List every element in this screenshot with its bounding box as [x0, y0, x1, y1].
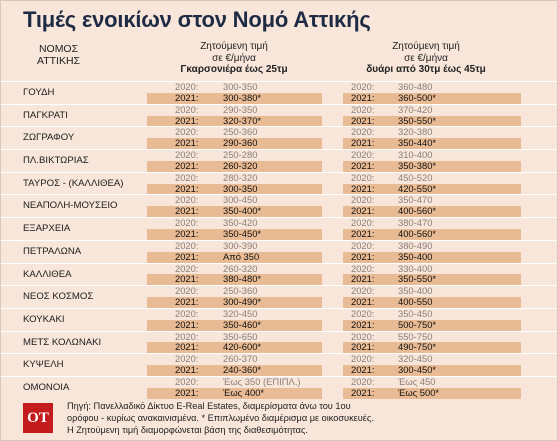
table-row	[1, 104, 557, 127]
row-2020	[1, 218, 557, 229]
year-label: 2021:	[175, 318, 199, 330]
studio-price-2021: Από 350	[223, 250, 260, 262]
year-label: 2021:	[351, 227, 375, 239]
area-name: ΝΕΑΠΟΛΗ-ΜΟΥΣΕΙΟ	[23, 200, 118, 212]
year-label: 2020:	[351, 171, 375, 183]
two-room-price-2021: 500-750*	[398, 318, 437, 330]
area-name: ΕΞΑΡΧΕΙΑ	[23, 223, 71, 235]
area-name: ΚΟΥΚΑΚΙ	[23, 313, 65, 325]
year-label: 2021:	[351, 159, 375, 171]
area-name: ΖΩΓΡΑΦΟΥ	[23, 132, 75, 144]
area-name: ΠΛ.ΒΙΚΤΩΡΙΑΣ	[23, 155, 89, 167]
two-room-price-2020: 370-420	[398, 103, 433, 115]
year-label: 2021:	[351, 114, 375, 126]
two-room-price-2020: 320-450	[398, 353, 433, 365]
row-2021	[1, 138, 557, 149]
row-2021	[1, 93, 557, 104]
year-label: 2020:	[351, 307, 375, 319]
year-label: 2021:	[351, 137, 375, 149]
year-label: 2021:	[175, 159, 199, 171]
year-label: 2020:	[351, 103, 375, 115]
studio-price-2020: 300-450	[223, 194, 258, 206]
year-label: 2021:	[351, 91, 375, 103]
year-label: 2020:	[351, 81, 375, 92]
source-note	[67, 400, 374, 436]
table-row	[1, 331, 557, 354]
year-label: 2020:	[351, 126, 375, 138]
two-room-header-line3: δυάρι από 30τμ έως 45τμ	[366, 64, 486, 75]
studio-price-2021: 260-320	[223, 159, 258, 171]
source-note-line2: ορόφου - κυρίως ανακαινισμένα. * Επιπλωμένο διαμέρισμα με οικοσυκευές.	[67, 413, 374, 423]
footer	[1, 398, 557, 440]
area-name: ΓΟΥΔΗ	[23, 87, 55, 98]
area-name: ΝΕΟΣ ΚΟΣΜΟΣ	[23, 291, 94, 303]
studio-price-2021: 350-460*	[223, 318, 262, 330]
studio-price-2020: 260-370	[223, 353, 258, 365]
studio-price-2020: 320-450	[223, 307, 258, 319]
year-label: 2021:	[175, 91, 199, 103]
two-room-price-2021: 350-550*	[398, 114, 437, 126]
ot-logo: ΟΤ	[23, 403, 53, 433]
row-2020	[1, 127, 557, 138]
year-label: 2020:	[175, 126, 199, 138]
year-label: 2021:	[175, 273, 199, 285]
area-name: ΤΑΥΡΟΣ - (ΚΑΛΛΙΘΕΑ)	[23, 177, 124, 189]
year-label: 2020:	[175, 330, 199, 342]
year-label: 2020:	[175, 285, 199, 297]
table-row	[1, 149, 557, 172]
studio-price-2020: 290-350	[223, 103, 258, 115]
two-room-column-header	[346, 41, 506, 76]
year-label: 2020:	[351, 285, 375, 297]
studio-column-header	[159, 41, 309, 76]
two-room-price-2020: 350-470	[398, 194, 433, 206]
row-2020	[1, 82, 557, 93]
two-room-price-2020: Έως 450	[398, 375, 436, 387]
year-label: 2021:	[351, 273, 375, 285]
two-room-price-2021: 490-750*	[398, 341, 437, 353]
table-row	[1, 376, 557, 399]
studio-price-2020: 250-360	[223, 126, 258, 138]
studio-price-2020: 260-320	[223, 262, 258, 274]
studio-price-2020: Έως 350 (ΕΠΙΠΛ.)	[223, 375, 301, 387]
two-room-price-2020: 350-450	[398, 307, 433, 319]
year-label: 2020:	[175, 353, 199, 365]
studio-price-2021: 240-360*	[223, 364, 262, 376]
area-name: ΠΕΤΡΑΛΩΝΑ	[23, 245, 82, 257]
row-2021	[1, 116, 557, 127]
two-room-price-2020: 310-400	[398, 149, 433, 161]
table-row	[1, 172, 557, 195]
studio-header-line1: Ζητούμενη τιμή	[200, 41, 268, 52]
year-label: 2020:	[175, 194, 199, 206]
year-label: 2020:	[351, 217, 375, 229]
row-2021	[1, 229, 557, 240]
two-room-price-2020: 380-490	[398, 239, 433, 251]
row-2020	[1, 309, 557, 320]
area-name: ΚΑΛΛΙΘΕΑ	[23, 268, 72, 280]
area-name: ΟΜΟΝΟΙΑ	[23, 381, 70, 393]
table-row	[1, 126, 557, 149]
year-label: 2020:	[175, 81, 199, 92]
studio-price-2021: 320-370*	[223, 114, 262, 126]
two-room-price-2021: 350-380*	[398, 159, 437, 171]
area-name: ΚΥΨΕΛΗ	[23, 359, 64, 371]
two-room-price-2020: 350-400	[398, 285, 433, 297]
year-label: 2021:	[175, 296, 199, 308]
studio-header-line2: σε €/μήνα	[212, 52, 256, 64]
two-room-price-2021: 400-560*	[398, 205, 437, 217]
two-room-price-2021: Έως 500*	[398, 386, 440, 398]
year-label: 2021:	[351, 318, 375, 330]
row-2021	[1, 365, 557, 376]
year-label: 2021:	[351, 364, 375, 376]
two-room-price-2021: 400-550	[398, 296, 433, 308]
table-row	[1, 81, 557, 104]
row-2021	[1, 252, 557, 263]
source-note-line3: Η Ζητούμενη τιμή διαμορφώνεται βάση της διαθεσιμότητας.	[67, 425, 308, 435]
row-2021	[1, 388, 557, 399]
studio-price-2021: 300-490*	[223, 296, 262, 308]
rent-table	[1, 81, 557, 399]
two-room-price-2020: 380-470	[398, 217, 433, 229]
studio-price-2021: 350-450*	[223, 227, 262, 239]
year-label: 2021:	[351, 182, 375, 194]
area-name: ΠΑΓΚΡΑΤΙ	[23, 109, 68, 121]
two-room-price-2020: 330-400	[398, 262, 433, 274]
year-label: 2020:	[175, 375, 199, 387]
studio-price-2020: 300-390	[223, 239, 258, 251]
two-room-price-2021: 420-550*	[398, 182, 437, 194]
table-row	[1, 240, 557, 263]
area-header-line1: ΝΟΜΟΣ	[38, 43, 79, 55]
year-label: 2020:	[351, 330, 375, 342]
year-label: 2021:	[175, 364, 199, 376]
year-label: 2021:	[175, 250, 199, 262]
two-room-price-2020: 450-520	[398, 171, 433, 183]
studio-price-2021: 290-360	[223, 137, 258, 149]
year-label: 2020:	[351, 353, 375, 365]
two-room-price-2021: 350-400	[398, 250, 433, 262]
two-room-price-2021: 350-440*	[398, 137, 437, 149]
area-header-line2: ΑΤΤΙΚΗΣ	[37, 55, 81, 67]
year-label: 2021:	[175, 182, 199, 194]
year-label: 2021:	[175, 227, 199, 239]
year-label: 2020:	[351, 375, 375, 387]
row-2020	[1, 264, 557, 275]
year-label: 2020:	[175, 262, 199, 274]
year-label: 2020:	[175, 149, 199, 161]
year-label: 2020:	[351, 149, 375, 161]
studio-price-2021: 420-600*	[223, 341, 262, 353]
studio-price-2020: 350-650	[223, 330, 258, 342]
table-row	[1, 194, 557, 217]
studio-price-2020: 250-360	[223, 285, 258, 297]
table-row	[1, 285, 557, 308]
two-room-price-2021: 350-550*	[398, 273, 437, 285]
two-room-price-2020: 550-750	[398, 330, 433, 342]
studio-price-2021: 350-400*	[223, 205, 262, 217]
year-label: 2020:	[351, 239, 375, 251]
two-room-header-line2: σε €/μήνα	[404, 52, 448, 64]
studio-price-2021: Έως 400*	[223, 386, 265, 398]
year-label: 2021:	[351, 250, 375, 262]
year-label: 2021:	[175, 114, 199, 126]
studio-header-line3: Γκαρσονιέρα έως 25τμ	[180, 64, 288, 75]
year-label: 2020:	[175, 171, 199, 183]
table-row	[1, 353, 557, 376]
year-label: 2020:	[175, 103, 199, 115]
year-label: 2021:	[351, 296, 375, 308]
row-2020	[1, 105, 557, 116]
table-row	[1, 217, 557, 240]
studio-price-2020: 250-280	[223, 149, 258, 161]
year-label: 2021:	[175, 205, 199, 217]
year-label: 2021:	[351, 205, 375, 217]
two-room-header-line1: Ζητούμενη τιμή	[392, 41, 460, 52]
table-row	[1, 263, 557, 286]
two-room-price-2020: 360-480	[398, 81, 433, 92]
two-room-price-2021: 400-560*	[398, 227, 437, 239]
two-room-price-2020: 320-380	[398, 126, 433, 138]
year-label: 2020:	[175, 239, 199, 251]
studio-price-2020: 300-350	[223, 81, 258, 92]
row-2020	[1, 241, 557, 252]
studio-price-2020: 350-420	[223, 217, 258, 229]
studio-price-2021: 300-350	[223, 182, 258, 194]
studio-price-2020: 280-320	[223, 171, 258, 183]
year-label: 2021:	[351, 386, 375, 398]
source-note-line1: Πηγή: Πανελλαδικό Δίκτυο E-Real Estates, διαμερίσματα άνω του 1ου	[67, 401, 351, 411]
year-label: 2021:	[351, 341, 375, 353]
studio-price-2021: 380-480*	[223, 273, 262, 285]
year-label: 2021:	[175, 341, 199, 353]
year-label: 2020:	[175, 217, 199, 229]
row-2021	[1, 320, 557, 331]
area-name: ΜΕΤΣ ΚΟΛΩΝΑΚΙ	[23, 336, 102, 348]
year-label: 2021:	[175, 137, 199, 149]
page-title: Τιμές ενοικίων στον Νομό Αττικής	[23, 7, 371, 32]
two-room-price-2021: 300-450*	[398, 364, 437, 376]
area-column-header	[37, 43, 80, 67]
row-2020	[1, 354, 557, 365]
year-label: 2020:	[351, 194, 375, 206]
row-2020	[1, 377, 557, 388]
studio-price-2021: 300-380*	[223, 91, 262, 103]
table-row	[1, 308, 557, 331]
year-label: 2020:	[351, 262, 375, 274]
year-label: 2021:	[175, 386, 199, 398]
year-label: 2020:	[175, 307, 199, 319]
two-room-price-2021: 360-500*	[398, 91, 437, 103]
table-header	[1, 37, 557, 83]
row-2021	[1, 274, 557, 285]
